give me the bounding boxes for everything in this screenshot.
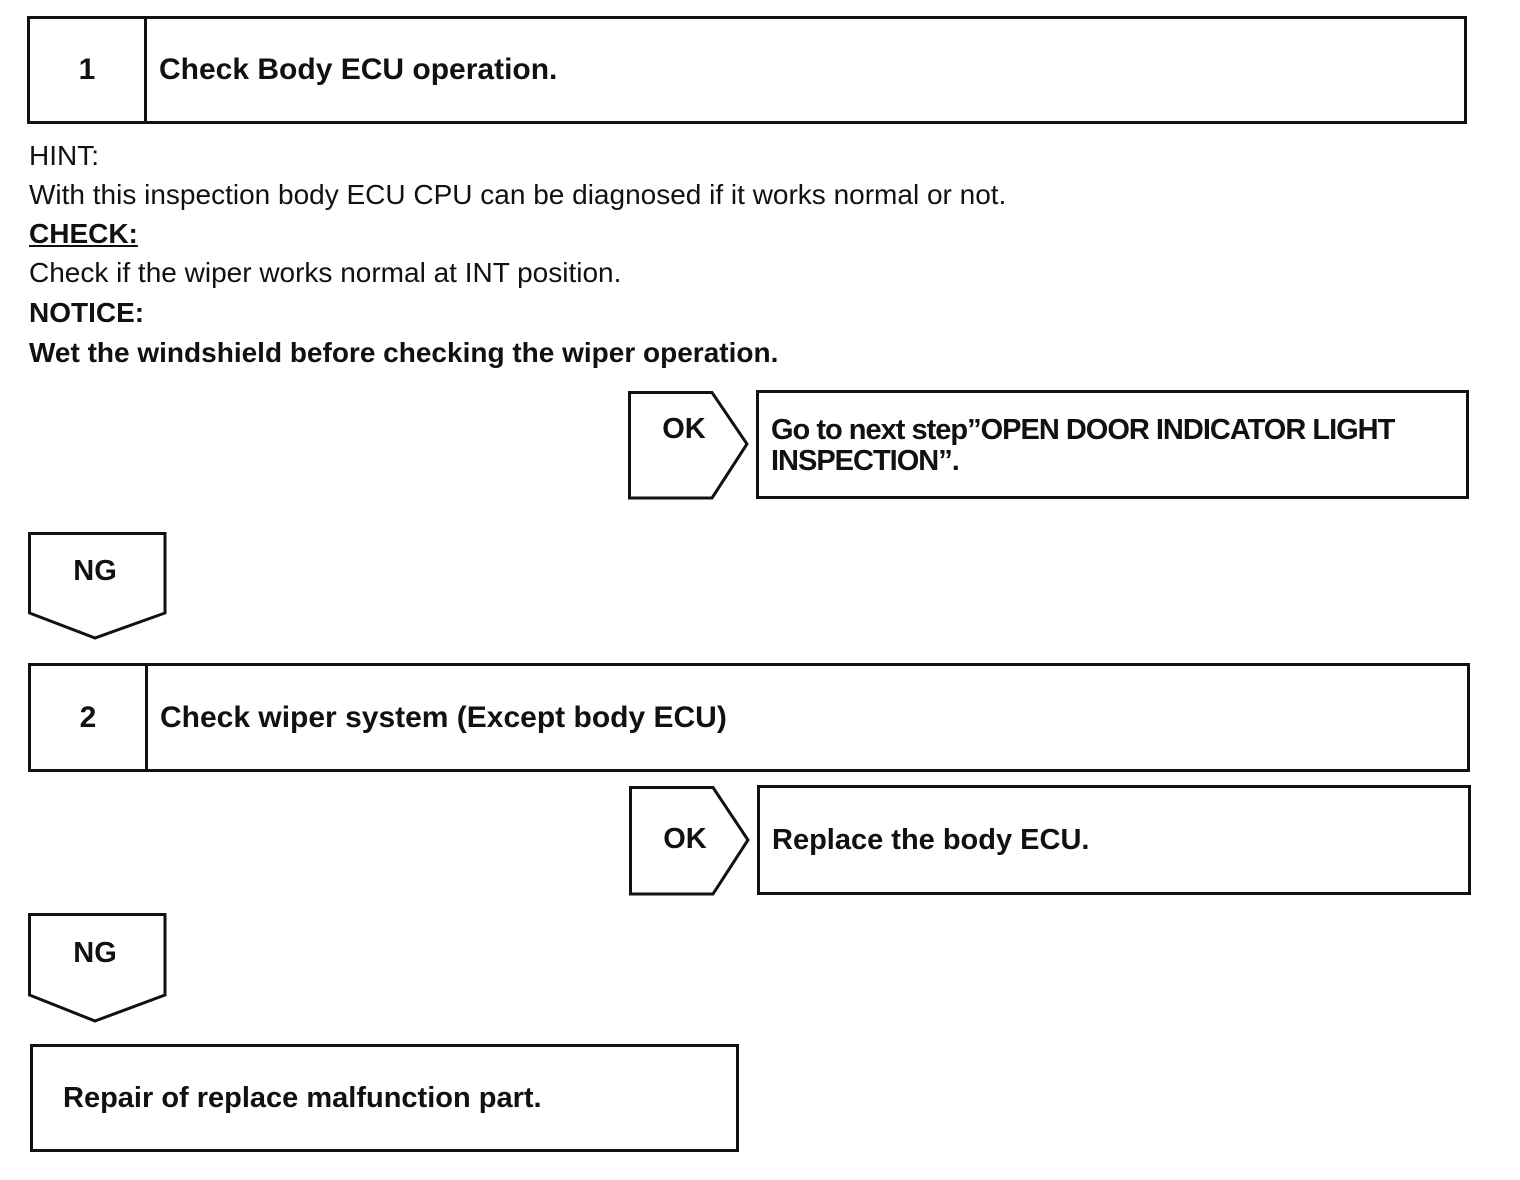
notice-text: Wet the windshield before checking the wiper operation. [29, 337, 779, 368]
ok-label-1: OK [662, 413, 706, 445]
ok-result-box-1 [756, 390, 1469, 499]
step-2-box [28, 663, 1470, 772]
check-text: Check if the wiper works normal at INT position. [29, 257, 622, 288]
step-1-box [27, 16, 1467, 124]
ok-arrow-1 [628, 391, 750, 501]
notice-label: NOTICE: [29, 297, 145, 328]
ng-label-1: NG [73, 555, 117, 587]
final-result: Repair of replace malfunction part. [63, 1081, 542, 1114]
step-1-title: Check Body ECU operation. [159, 53, 558, 86]
ok-result-2: Replace the body ECU. [772, 823, 1090, 856]
ok-result-box-2 [757, 785, 1471, 895]
ok-result-1-line1: Go to next step”OPEN DOOR INDICATOR LIGHT [771, 414, 1395, 446]
ok-label-2: OK [663, 823, 707, 855]
hint-text: With this inspection body ECU CPU can be diagnosed if it works normal or not. [29, 179, 1007, 210]
final-result-box [30, 1044, 739, 1152]
check-label: CHECK: [29, 218, 138, 249]
ng-label-2: NG [73, 937, 117, 969]
step-1-number: 1 [30, 19, 147, 121]
ok-result-1-line2: INSPECTION”. [771, 445, 959, 477]
hint-label: HINT: [29, 140, 99, 171]
step-2-number: 2 [31, 666, 148, 769]
step-2-title: Check wiper system (Except body ECU) [160, 700, 727, 734]
